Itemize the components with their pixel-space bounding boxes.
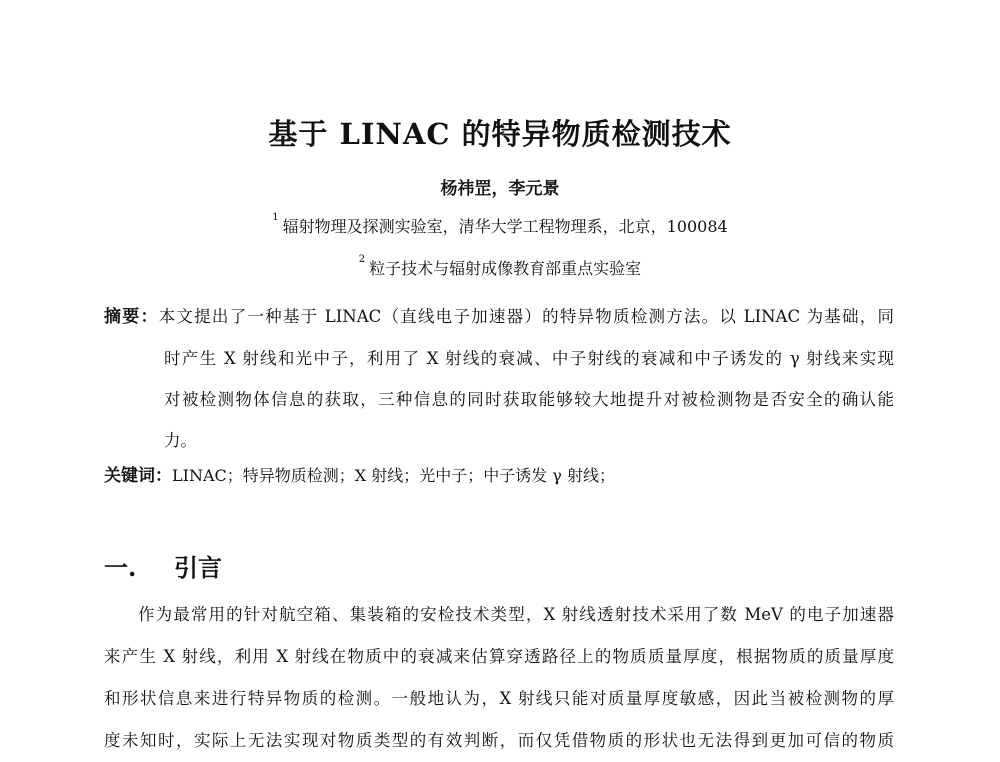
abstract-line-3: 对被检测物体信息的获取，三种信息的同时获取能够较大地提升对被检测物是否安全的确认能 [164, 390, 894, 409]
body-line-1: 作为最常用的针对航空箱、集装箱的安检技术类型，X 射线透射技术采用了数 MeV 的电子加速器 [138, 605, 894, 624]
section-title: 引言 [174, 553, 222, 582]
affiliation-2 [0, 256, 1000, 279]
affiliation-1-marker: 1 [272, 212, 279, 223]
abstract-line-4: 力。 [164, 431, 197, 450]
keywords [104, 461, 894, 486]
abstract-line-1-text: 本文提出了一种基于 LINAC（直线电子加速器）的特异物质检测方法。以 LINAC 为基础，同 [158, 307, 895, 326]
abstract-label: 摘要： [104, 307, 159, 327]
body-line-4: 度未知时，实际上无法实现对物质类型的有效判断，而仅凭借物质的形状也无法得到更加可信的物质 [104, 731, 894, 750]
paper-authors: 杨祎罡，李元景 [440, 179, 560, 199]
keywords-text: LINAC；特异物质检测；X 射线；光中子；中子诱发 γ 射线； [172, 466, 615, 485]
abstract-line-2: 时产生 X 射线和光中子，利用了 X 射线的衰减、中子射线的衰减和中子诱发的 γ 射线来实现 [164, 349, 894, 368]
affiliation-2-text: 粒子技术与辐射成像教育部重点实验室 [369, 259, 642, 278]
abstract [104, 296, 894, 461]
section-number: 一. [104, 553, 137, 582]
body-line-3: 和形状信息来进行特异物质的检测。一般地认为，X 射线只能对质量厚度敏感，因此当被检测物的厚 [104, 689, 894, 708]
body-line-2: 来产生 X 射线，利用 X 射线在物质中的衰减来估算穿透路径上的物质质量厚度，根据物质的质量厚度 [104, 647, 894, 666]
affiliation-1-text: 辐射物理及探测实验室，清华大学工程物理系，北京，100084 [282, 217, 728, 236]
affiliation-2-marker: 2 [358, 254, 366, 265]
body-paragraph [104, 594, 894, 762]
paper-title: 基于 LINAC 的特异物质检测技术 [268, 117, 732, 151]
section-heading [104, 548, 222, 583]
keywords-label: 关键词： [104, 466, 172, 486]
affiliation-1 [0, 214, 1000, 237]
abstract-line-1 [104, 296, 894, 338]
